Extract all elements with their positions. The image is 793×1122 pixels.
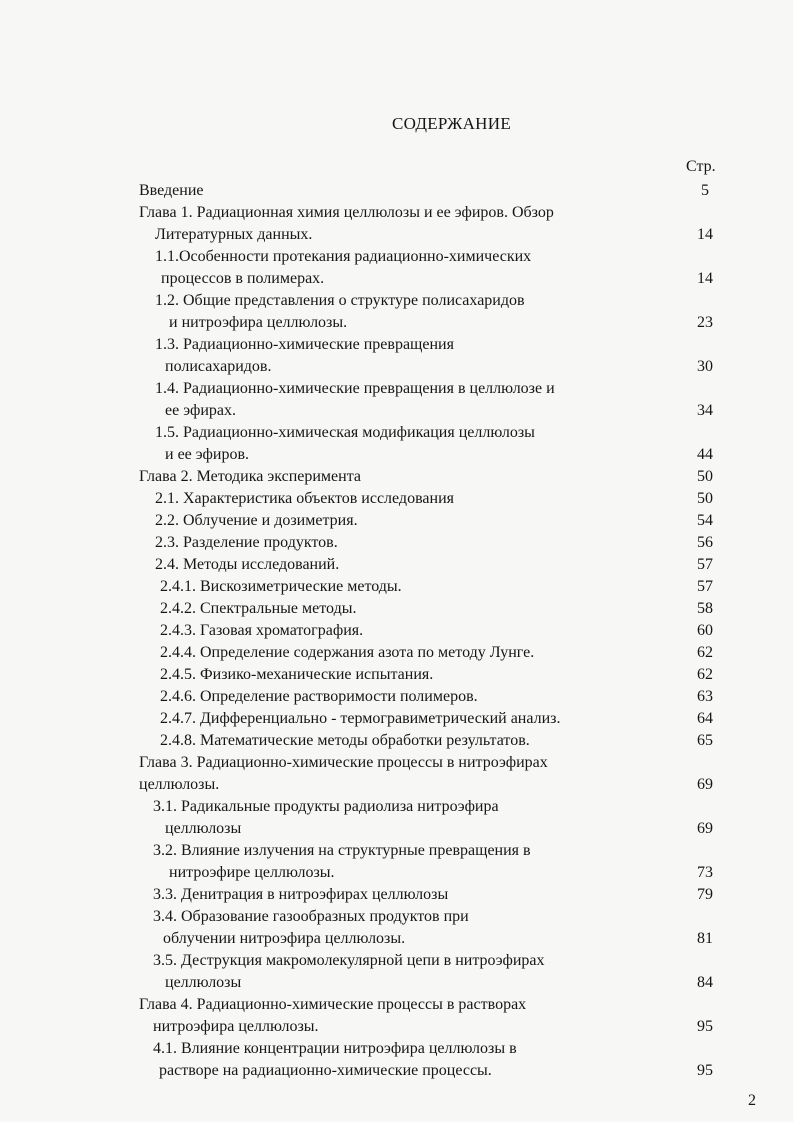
toc-entry-page: 57 bbox=[697, 578, 713, 595]
toc-entry-page: 73 bbox=[697, 864, 713, 881]
toc-entry-page bbox=[685, 1038, 725, 1060]
toc-entry-text: 2.4.5. Физико-механические испытания. bbox=[160, 666, 434, 683]
toc-entry-page: 54 bbox=[697, 512, 713, 529]
toc-entry-text: 3.3. Денитрация в нитроэфирах целлюлозы bbox=[153, 886, 449, 903]
toc-entry-text: 3.5. Деструкция макромолекулярной цепи в нитроэфирах bbox=[153, 952, 545, 969]
toc-entry-text: 1.2. Общие представления о структуре полисахаридов bbox=[155, 292, 525, 309]
toc-entry-page: 14 bbox=[697, 226, 713, 243]
toc-entry-text: целлюлозы bbox=[165, 974, 242, 991]
toc-entry-text: 2.4.2. Спектральные методы. bbox=[160, 600, 357, 617]
toc-entry-text: 2.3. Разделение продуктов. bbox=[155, 534, 338, 551]
toc-entry-text: 2.1. Характеристика объектов исследования bbox=[155, 490, 454, 507]
toc-entry-page: 64 bbox=[697, 710, 713, 727]
toc-entry-page bbox=[685, 378, 725, 400]
toc-entry-page: 14 bbox=[697, 270, 713, 287]
toc-entry-text: целлюлозы. bbox=[139, 776, 220, 793]
toc-entry-text: 3.2. Влияние излучения на структурные превращения в bbox=[153, 842, 531, 859]
toc-entry-page bbox=[685, 246, 725, 268]
toc-entry-page: 79 bbox=[697, 886, 713, 903]
toc-entry-text: Глава 2. Методика эксперимента bbox=[139, 468, 361, 485]
toc-entry-page: 62 bbox=[697, 644, 713, 661]
page-column-header: Стр. bbox=[686, 158, 716, 175]
toc-entry-page bbox=[685, 202, 725, 224]
toc-entry-text: 1.3. Радиационно-химические превращения bbox=[155, 336, 454, 353]
toc-entry-page: 50 bbox=[697, 490, 713, 507]
toc-entry-text: 1.4. Радиационно-химические превращения в целлюлозе и bbox=[155, 380, 555, 397]
page-title: СОДЕРЖАНИЕ bbox=[391, 114, 512, 133]
toc-entry-page: 58 bbox=[697, 600, 713, 617]
toc-entry-text: нитроэфира целлюлозы. bbox=[153, 1018, 319, 1035]
toc-entry-page bbox=[685, 752, 725, 774]
toc-entry-text: 2.4.1. Вискозиметрические методы. bbox=[160, 578, 402, 595]
toc-entry-text: 2.2. Облучение и дозиметрия. bbox=[155, 512, 358, 529]
toc-entry-text: Введение bbox=[139, 182, 204, 199]
toc-entry-text: 1.1.Особенности протекания радиационно-химических bbox=[155, 248, 532, 265]
toc-entry-page bbox=[685, 840, 725, 862]
toc-entry-text: облучении нитроэфира целлюлозы. bbox=[163, 930, 406, 947]
toc-entry-text: 3.4. Образование газообразных продуктов при bbox=[153, 908, 469, 925]
toc-entry-page: 5 bbox=[701, 182, 709, 199]
toc-entry-page: 44 bbox=[697, 446, 713, 463]
page-number: 2 bbox=[748, 1092, 756, 1109]
toc-entry-text: 2.4.4. Определение содержания азота по методу Лунге. bbox=[160, 644, 535, 661]
toc-entry-page bbox=[685, 994, 725, 1016]
toc-entry-page: 69 bbox=[697, 820, 713, 837]
toc-entry-page: 23 bbox=[697, 314, 713, 331]
toc-entry-page: 56 bbox=[697, 534, 713, 551]
toc-entry-page bbox=[685, 334, 725, 356]
toc-entry-page bbox=[685, 290, 725, 312]
toc-entry-text: 1.5. Радиационно-химическая модификация целлюлозы bbox=[155, 424, 535, 441]
toc-entry-text: и нитроэфира целлюлозы. bbox=[169, 314, 348, 331]
toc-entry-text: и ее эфиров. bbox=[165, 446, 250, 463]
toc-entry-text: 2.4.7. Дифференциально - термогравиметрический анализ. bbox=[160, 710, 561, 727]
toc-entry-page: 50 bbox=[697, 468, 713, 485]
toc-entry-page bbox=[685, 796, 725, 818]
toc-entry-page: 95 bbox=[697, 1062, 713, 1079]
toc-entry-text: Глава 1. Радиационная химия целлюлозы и ее эфиров. Обзор bbox=[139, 204, 554, 221]
toc-entry-page bbox=[685, 422, 725, 444]
toc-entry-page: 62 bbox=[697, 666, 713, 683]
toc-entry-text: Глава 4. Радиационно-химические процессы в растворах bbox=[139, 996, 527, 1013]
toc-entry-page: 65 bbox=[697, 732, 713, 749]
toc-entry-text: полисахаридов. bbox=[165, 358, 272, 375]
toc-entry-text: Литературных данных. bbox=[155, 226, 313, 243]
toc-entry-page: 69 bbox=[697, 776, 713, 793]
toc-entry-page bbox=[685, 950, 725, 972]
toc-entry-text: 2.4.6. Определение растворимости полимеров. bbox=[160, 688, 478, 705]
toc-entry-page: 95 bbox=[697, 1018, 713, 1035]
toc-entry-text: нитроэфире целлюлозы. bbox=[169, 864, 335, 881]
toc-entry-page bbox=[685, 906, 725, 928]
toc-entry-text: Глава 3. Радиационно-химические процессы в нитроэфирах bbox=[139, 754, 548, 771]
toc-entry-text: 2.4.8. Математические методы обработки результатов. bbox=[160, 732, 530, 749]
toc-entry-page: 81 bbox=[697, 930, 713, 947]
toc-entry-text: целлюлозы bbox=[165, 820, 242, 837]
toc-entry-page: 34 bbox=[697, 402, 713, 419]
toc-entry-page: 60 bbox=[697, 622, 713, 639]
toc-entry-text: процессов в полимерах. bbox=[161, 270, 325, 287]
toc-entry-page: 57 bbox=[697, 556, 713, 573]
toc-entry-text: 2.4.3. Газовая хроматография. bbox=[160, 622, 364, 639]
toc-entry-page: 63 bbox=[697, 688, 713, 705]
toc-entry-page: 84 bbox=[697, 974, 713, 991]
toc-entry-text: 4.1. Влияние концентрации нитроэфира целлюлозы в bbox=[153, 1040, 517, 1057]
toc-entry-text: ее эфирах. bbox=[165, 402, 237, 419]
toc-entry-text: 3.1. Радикальные продукты радиолиза нитроэфира bbox=[153, 798, 499, 815]
toc-entry-page: 30 bbox=[697, 358, 713, 375]
toc-entry-text: 2.4. Методы исследований. bbox=[155, 556, 340, 573]
toc-entry-text: растворе на радиационно-химические процессы. bbox=[159, 1062, 492, 1079]
